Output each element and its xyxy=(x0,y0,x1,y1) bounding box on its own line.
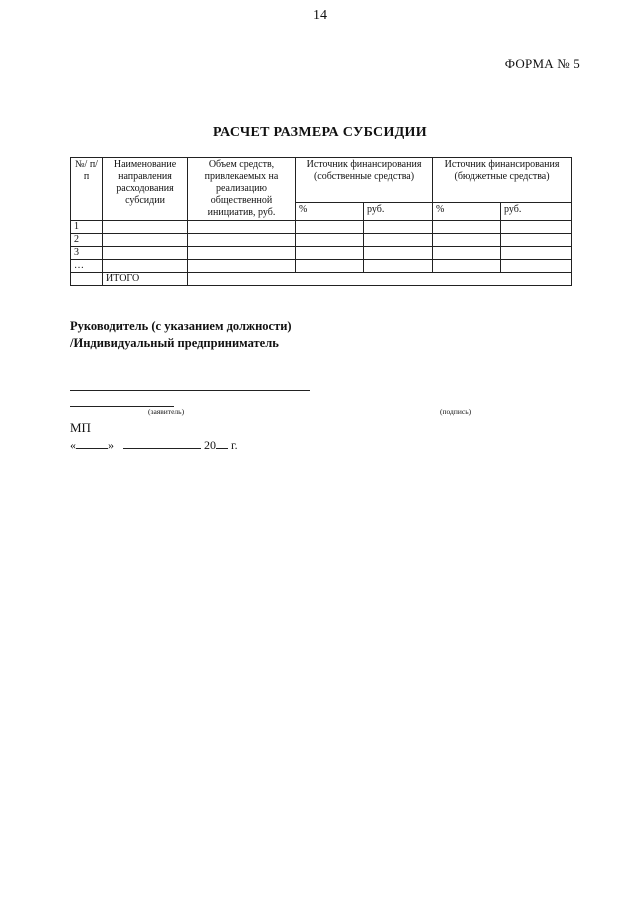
table-row xyxy=(71,221,572,234)
table-cell xyxy=(296,247,364,260)
signature-caption: (подпись) xyxy=(440,407,472,416)
table-cell xyxy=(71,273,103,286)
subheader-own-percent: % xyxy=(296,202,364,220)
subheader-budget-rubles: руб. xyxy=(501,202,572,220)
table-cell xyxy=(501,247,572,260)
table-cell xyxy=(501,234,572,247)
table-row xyxy=(71,234,572,247)
day-blank xyxy=(76,438,108,449)
row-number: 2 xyxy=(71,234,103,247)
table-cell xyxy=(296,221,364,234)
signatory-entrepreneur: /Индивидуальный предприниматель xyxy=(70,336,279,350)
year-blank xyxy=(216,438,228,449)
row-number: 1 xyxy=(71,221,103,234)
row-number: 3 xyxy=(71,247,103,260)
month-blank xyxy=(123,438,201,449)
subheader-budget-percent: % xyxy=(433,202,501,220)
form-label: ФОРМА № 5 xyxy=(504,56,580,71)
table-cell xyxy=(296,260,364,273)
subsidy-calculation-table xyxy=(70,157,572,286)
row-number: … xyxy=(71,260,103,273)
year-prefix: 20 xyxy=(204,438,216,452)
table-cell xyxy=(433,221,501,234)
table-row xyxy=(71,247,572,260)
table-cell xyxy=(188,260,296,273)
seal-mark: МП xyxy=(70,420,91,435)
header-number: №/ п/п xyxy=(71,158,103,221)
header-budget-funds: Источник финансирования (бюджетные средства) xyxy=(433,158,572,203)
applicant-caption: (заявитель) xyxy=(148,407,185,416)
table-total-row xyxy=(71,273,572,286)
table-cell xyxy=(296,234,364,247)
signatory-position: Руководитель (с указанием должности) xyxy=(70,319,292,333)
table-cell xyxy=(188,221,296,234)
table-cell xyxy=(103,247,188,260)
table-header-row xyxy=(71,158,572,203)
date-line xyxy=(70,438,238,453)
year-suffix: г. xyxy=(231,438,238,452)
header-direction: Наименование направления расходования субсидии xyxy=(103,158,188,221)
document-title: РАСЧЕТ РАЗМЕРА СУБСИДИИ xyxy=(213,125,427,140)
table-cell xyxy=(433,260,501,273)
table-cell xyxy=(188,247,296,260)
total-label: ИТОГО xyxy=(103,273,188,286)
subheader-own-rubles: руб. xyxy=(364,202,433,220)
table-cell xyxy=(501,260,572,273)
page-number: 14 xyxy=(313,8,327,23)
table-row xyxy=(71,260,572,273)
table-cell xyxy=(188,234,296,247)
table-cell xyxy=(364,221,433,234)
table-cell xyxy=(433,234,501,247)
table-cell xyxy=(364,260,433,273)
table-cell xyxy=(103,221,188,234)
table-cell xyxy=(364,234,433,247)
table-cell xyxy=(103,260,188,273)
table-cell xyxy=(364,247,433,260)
date-close-quote: » xyxy=(108,438,114,452)
total-value-cell xyxy=(188,273,572,286)
signatory-name-line xyxy=(70,390,310,391)
signatory-block xyxy=(70,318,292,352)
table-cell xyxy=(433,247,501,260)
table-cell xyxy=(501,221,572,234)
header-volume: Объем средств, привлекаемых на реализацию общественной инициатив, руб. xyxy=(188,158,296,221)
date-open-quote: « xyxy=(70,438,76,452)
table-cell xyxy=(103,234,188,247)
header-own-funds: Источник финансирования (собственные средства) xyxy=(296,158,433,203)
